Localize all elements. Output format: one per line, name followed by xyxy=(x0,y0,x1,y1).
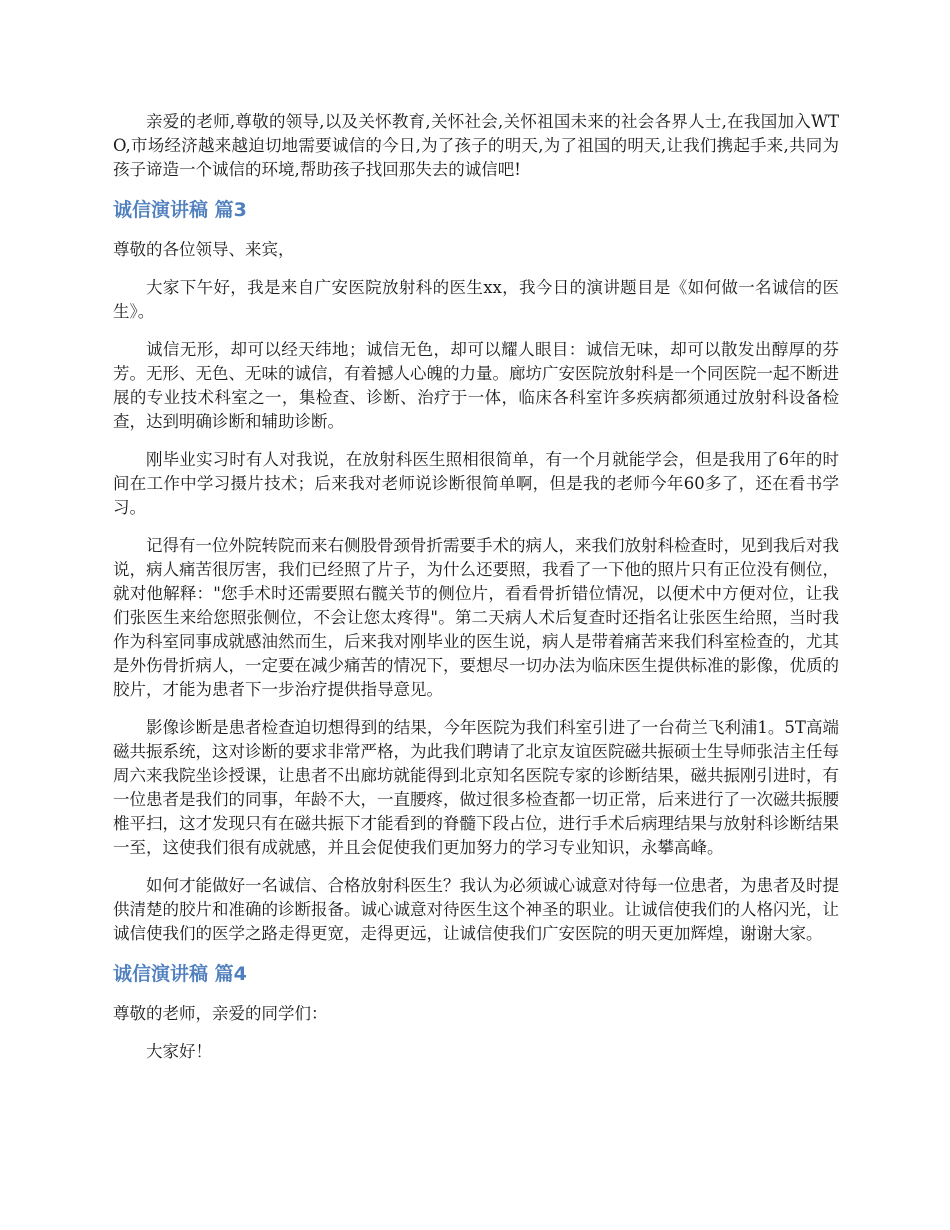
section-heading-4: 诚信演讲稿 篇4 xyxy=(113,963,247,985)
section-heading-3: 诚信演讲稿 篇3 xyxy=(113,199,247,221)
paragraph-3-4: 记得有一位外院转院而来右侧股骨颈骨折需要手术的病人，来我们放射科检查时，见到我后对我说，病人痛苦很厉害，我们已经照了片子，为什么还要照，我看了一下他的照片只有正位没有侧位，就对他解释："您手术时还需要照右髋关节的侧位片，看看骨折错位情况，以便术中方便对位，让我们张医生来给您照张侧位，不会让您太疼得"。第二天病人术后复查时还指名让张医生给照，当时我作为科室同事成就感油然而生，后来我对刚毕业的医生说，病人是带着痛苦来我们科室检查的，尤其是外伤骨折病人，一定要在减少痛苦的情况下，要想尽一切办法为临床医生提供标准的影像，优质的胶片，才能为患者下一步治疗提供指导意见。 xyxy=(113,536,839,699)
greeting-3: 尊敬的各位领导、来宾， xyxy=(113,240,295,259)
greeting-4: 尊敬的老师，亲爱的同学们： xyxy=(113,1004,328,1023)
document-page xyxy=(113,110,839,1078)
paragraph-3-5: 影像诊断是患者检查迫切想得到的结果，今年医院为我们科室引进了一台荷兰飞利浦1。5T高端磁共振系统，这对诊断的要求非常严格，为此我们聘请了北京友谊医院磁共振硕士生导师张洁主任每周六来我院坐诊授课，让患者不出廊坊就能得到北京知名医院专家的诊断结果，磁共振刚引进时，有一位患者是我们的同事，年龄不大，一直腰疼，做过很多检查都一切正常，后来进行了一次磁共振腰椎平扫，这才发现只有在磁共振下才能看到的脊髓下段占位，进行手术后病理结果与放射科诊断结果一至，这使我们很有成就感，并且会促使我们更加努力的学习专业知识，永攀高峰。 xyxy=(113,718,839,857)
paragraph-4-1: 大家好！ xyxy=(146,1042,212,1061)
paragraph-3-6: 如何才能做好一名诚信、合格放射科医生？我认为必须诚心诚意对待每一位患者，为患者及时提供清楚的胶片和准确的诊断报备。诚心诚意对待医生这个神圣的职业。让诚信使我们的人格闪光，让诚信使我们的医学之路走得更宽，走得更远，让诚信使我们广安医院的明天更加辉煌，谢谢大家。 xyxy=(113,876,839,943)
paragraph-intro: 亲爱的老师,尊敬的领导,以及关怀教育,关怀社会,关怀祖国未来的社会各界人士,在我国加入WTO,市场经济越来越迫切地需要诚信的今日,为了孩子的明天,为了祖国的明天,让我们携起手来,共同为孩子谛造一个诚信的环境,帮助孩子找回那失去的诚信吧! xyxy=(113,112,839,179)
paragraph-3-1: 大家下午好，我是来自广安医院放射科的医生xx，我今日的演讲题目是《如何做一名诚信的医生》。 xyxy=(113,278,839,321)
paragraph-3-3: 刚毕业实习时有人对我说，在放射科医生照相很简单，有一个月就能学会，但是我用了6年的时间在工作中学习摄片技术；后来我对老师说诊断很简单啊，但是我的老师今年60多了，还在看书学习。 xyxy=(113,450,839,517)
paragraph-3-2: 诚信无形，却可以经天纬地；诚信无色，却可以耀人眼目：诚信无味，却可以散发出醇厚的芬芳。无形、无色、无味的诚信，有着撼人心魄的力量。廊坊广安医院放射科是一个同医院一起不断进展的专业技术科室之一，集检查、诊断、治疗于一体，临床各科室许多疾病都须通过放射科设备检查，达到明确诊断和辅助诊断。 xyxy=(113,340,839,431)
